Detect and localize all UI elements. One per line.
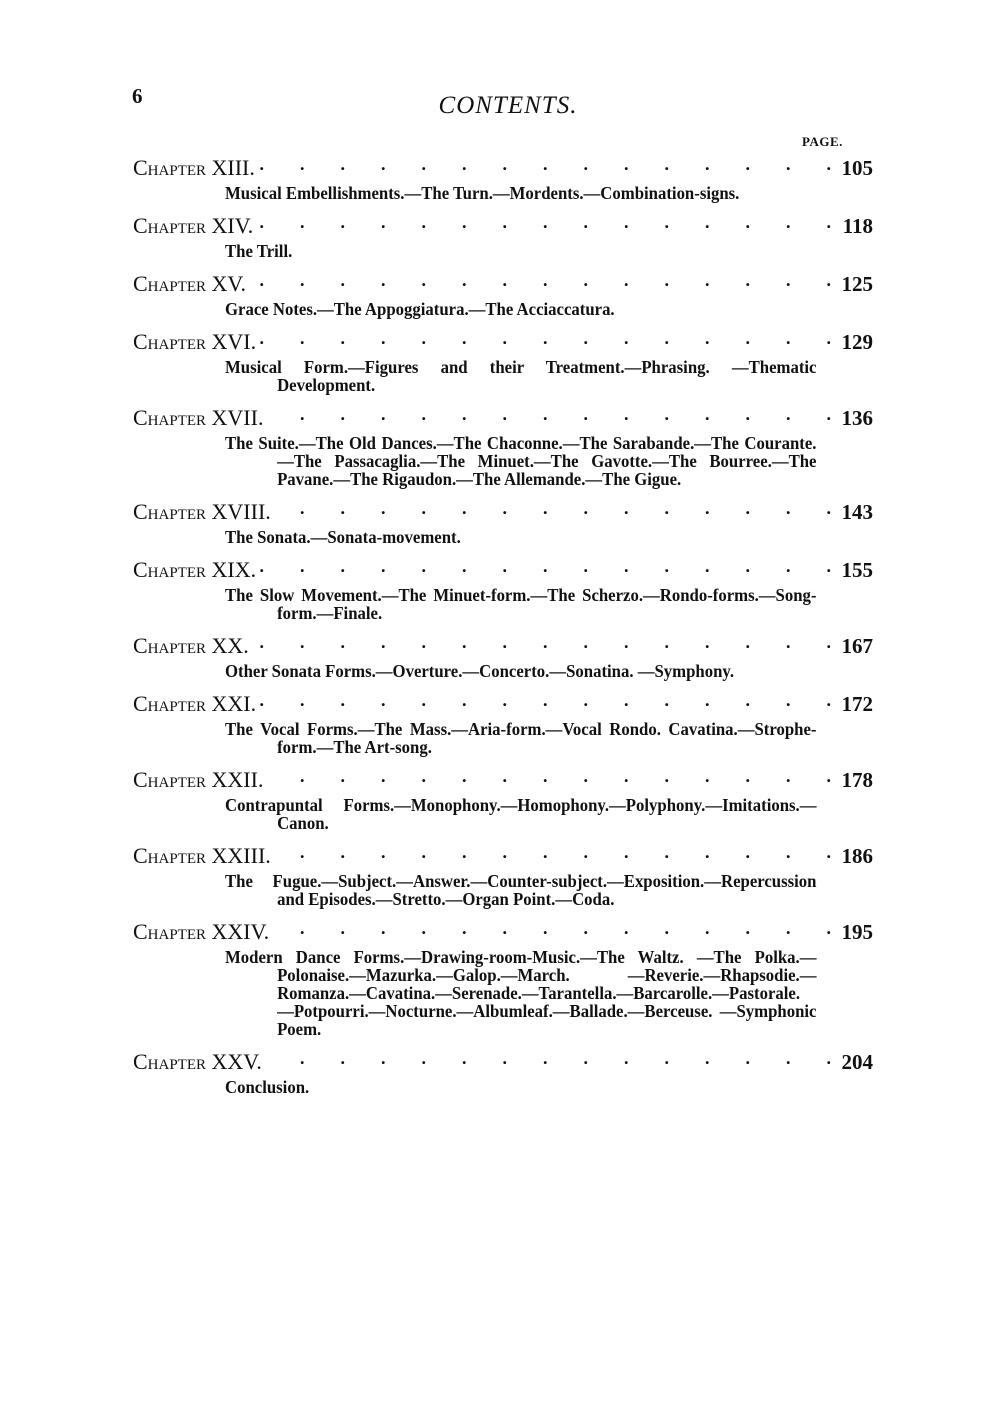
chapter-description: The Suite.—The Old Dances.—The Chaconne.—The Sarabande.—The Courante.—The Passacaglia.—The Minuet.—The Gavotte.—The Bourree.—The Pavane.—The Rigaudon.—The Allemande.—The Gigue. bbox=[225, 433, 817, 489]
chapter-page-number: 155 bbox=[841, 558, 873, 582]
chapter-label: Chapter XXII. bbox=[133, 767, 264, 792]
toc-entry-chapter-19 bbox=[133, 556, 873, 622]
chapter-page-number: 129 bbox=[841, 330, 873, 354]
chapter-description: The Slow Movement.—The Minuet-form.—The Scherzo.—Rondo-forms.—Song-form.—Finale. bbox=[225, 585, 817, 623]
dot-leader bbox=[260, 690, 831, 711]
chapter-page-number: 186 bbox=[841, 844, 873, 868]
dot-leader bbox=[267, 404, 831, 425]
toc-entry-chapter-14 bbox=[133, 212, 873, 260]
page-column-label: PAGE. bbox=[802, 134, 843, 149]
chapter-label: Chapter XIX. bbox=[133, 557, 257, 582]
chapter-page-number: 167 bbox=[841, 634, 873, 658]
toc-entry-chapter-18 bbox=[133, 498, 873, 546]
chapter-description: Contrapuntal Forms.—Monophony.—Homophony.—Polyphony.—Imitations.—Canon. bbox=[225, 795, 817, 833]
chapter-label: Chapter XXIV. bbox=[133, 919, 270, 944]
toc-entry-chapter-15 bbox=[133, 270, 873, 318]
dot-leader bbox=[273, 918, 831, 939]
chapter-label: Chapter XVI. bbox=[133, 329, 257, 354]
chapter-description: Musical Embellishments.—The Turn.—Mordents.—Combination-signs. bbox=[225, 183, 740, 203]
chapter-page-number: 195 bbox=[841, 920, 873, 944]
chapter-description: The Fugue.—Subject.—Answer.—Counter-subject.—Exposition.—Repercussion and Episodes.—Stretto.—Organ Point.—Coda. bbox=[225, 871, 817, 909]
page-number: 6 bbox=[132, 84, 143, 108]
dot-leader bbox=[260, 328, 831, 349]
dot-leader bbox=[250, 270, 831, 291]
chapter-label: Chapter XVII. bbox=[133, 405, 264, 430]
chapter-label: Chapter XIV. bbox=[133, 213, 254, 238]
chapter-page-number: 178 bbox=[841, 768, 873, 792]
toc-entry-chapter-13 bbox=[133, 154, 873, 202]
chapter-description: Conclusion. bbox=[225, 1077, 310, 1097]
chapter-description: Musical Form.—Figures and their Treatment.—Phrasing. —Thematic Development. bbox=[225, 357, 817, 395]
dot-leader bbox=[253, 632, 831, 653]
toc-entry-chapter-22 bbox=[133, 766, 873, 832]
chapter-page-number: 136 bbox=[841, 406, 873, 430]
chapter-label: Chapter XVIII. bbox=[133, 499, 271, 524]
chapter-page-number: 172 bbox=[841, 692, 873, 716]
chapter-page-number: 125 bbox=[841, 272, 873, 296]
dot-leader bbox=[275, 498, 831, 519]
toc-entry-chapter-16 bbox=[133, 328, 873, 394]
dot-leader bbox=[260, 556, 831, 577]
chapter-description: Grace Notes.—The Appoggiatura.—The Acciaccatura. bbox=[225, 299, 615, 319]
dot-leader bbox=[257, 212, 831, 233]
chapter-description: Other Sonata Forms.—Overture.—Concerto.—Sonatina. —Symphony. bbox=[225, 661, 735, 681]
dot-leader bbox=[266, 1048, 831, 1069]
toc-entry-chapter-21 bbox=[133, 690, 873, 756]
dot-leader bbox=[275, 842, 831, 863]
chapter-label: Chapter XXV. bbox=[133, 1049, 262, 1074]
dot-leader bbox=[259, 154, 831, 175]
chapter-label: Chapter XXI. bbox=[133, 691, 257, 716]
toc-entry-chapter-23 bbox=[133, 842, 873, 908]
chapter-description: The Vocal Forms.—The Mass.—Aria-form.—Vocal Rondo. Cavatina.—Strophe-form.—The Art-song. bbox=[225, 719, 817, 757]
chapter-label: Chapter XX. bbox=[133, 633, 249, 658]
chapter-label: Chapter XXIII. bbox=[133, 843, 271, 868]
chapter-page-number: 118 bbox=[842, 214, 873, 238]
table-of-contents bbox=[133, 154, 873, 1106]
toc-entry-chapter-25 bbox=[133, 1048, 873, 1096]
chapter-label: Chapter XIII. bbox=[133, 155, 255, 180]
dot-leader bbox=[267, 766, 831, 787]
chapter-page-number: 105 bbox=[841, 156, 873, 180]
chapter-label: Chapter XV. bbox=[133, 271, 246, 296]
toc-entry-chapter-20 bbox=[133, 632, 873, 680]
chapter-description: The Trill. bbox=[225, 241, 293, 261]
chapter-description: The Sonata.—Sonata-movement. bbox=[225, 527, 461, 547]
toc-entry-chapter-17 bbox=[133, 404, 873, 488]
toc-entry-chapter-24 bbox=[133, 918, 873, 1038]
chapter-page-number: 204 bbox=[841, 1050, 873, 1074]
page-title: CONTENTS. bbox=[438, 92, 578, 119]
chapter-page-number: 143 bbox=[841, 500, 873, 524]
chapter-description: Modern Dance Forms.—Drawing-room-Music.—The Waltz. —The Polka.—Polonaise.—Mazurka.—Galop.—March. —Reverie.—Rhapsodie.—Romanza.—Cavatina.—Serenade.—Tarantella.—Barcarolle.—Pastorale.—Potpourri.—Nocturne.—Albumleaf.—Ballade.—Berceuse. —Symphonic Poem. bbox=[225, 947, 817, 1039]
